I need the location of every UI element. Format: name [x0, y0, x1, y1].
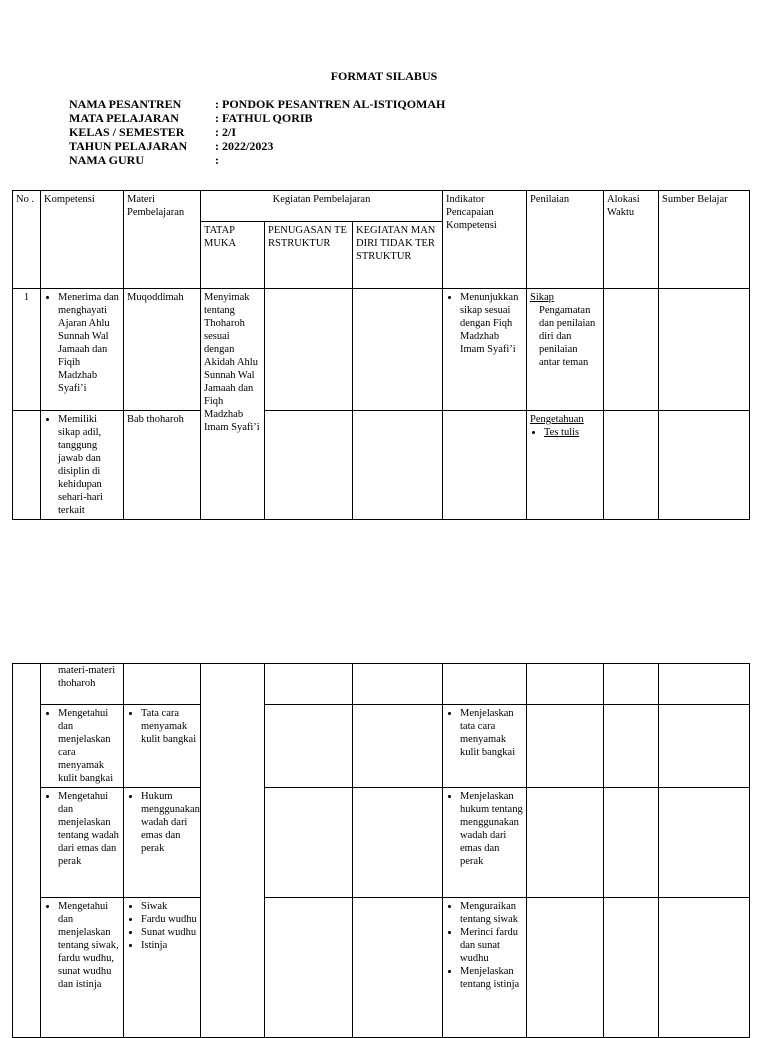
empty-cell — [604, 898, 659, 1038]
empty-cell — [353, 664, 443, 705]
empty-cell — [353, 898, 443, 1038]
col-materi-header: Materi Pembelajaran — [124, 191, 201, 289]
materi-cell — [124, 705, 201, 788]
indikator-cell — [443, 788, 527, 898]
document-title: FORMAT SILABUS — [330, 69, 438, 83]
empty-cell — [659, 664, 750, 705]
header-row — [69, 97, 445, 111]
empty-cell — [659, 289, 750, 411]
empty-cell — [353, 289, 443, 411]
empty-cell — [265, 289, 353, 411]
header-label: MATA PELAJARAN — [69, 111, 179, 125]
empty-cell — [353, 411, 443, 520]
col-indikator-header: Indikator Pencapaian Kompetensi — [443, 191, 527, 289]
syllabus-table-page1 — [12, 190, 750, 520]
materi-cell — [124, 788, 201, 898]
col-tatap-header: TATAP MUKA — [201, 222, 265, 289]
col-mandiri-header: KEGIATAN MANDIRI TIDAK TERSTRUKTUR — [353, 222, 443, 289]
list-item: • Menguraikan tentang siwak — [460, 900, 523, 926]
empty-cell — [659, 898, 750, 1038]
kompetensi-cell — [41, 898, 124, 1038]
list-item: • Merinci fardu dan sunat wudhu — [460, 926, 523, 965]
list-item: • Tes tulis — [544, 426, 600, 439]
col-kompetensi-header: Kompetensi — [41, 191, 124, 289]
empty-cell — [659, 411, 750, 520]
penilaian-sikap-heading: Sikap — [530, 292, 554, 303]
header-label: TAHUN PELAJARAN — [69, 139, 188, 153]
header-value: : PONDOK PESANTREN AL-ISTIQOMAH — [215, 97, 446, 111]
empty-cell — [265, 664, 353, 705]
empty-cell — [265, 788, 353, 898]
empty-cell — [13, 664, 41, 1038]
empty-cell — [265, 898, 353, 1038]
materi-cell: Muqoddimah — [124, 289, 201, 411]
header-value: : — [215, 153, 219, 167]
penilaian-cell — [527, 411, 604, 520]
col-no-header: No . — [13, 191, 41, 289]
header-label: KELAS / SEMESTER — [69, 125, 185, 139]
list-item: • Mengetahui dan menjelaskan tentang siwak, fardu wudhu, sunat wudhu dan istinja — [58, 900, 120, 991]
empty-cell — [353, 705, 443, 788]
empty-cell — [527, 705, 604, 788]
header-label: NAMA PESANTREN — [69, 97, 182, 111]
header-label: NAMA GURU — [69, 153, 144, 167]
kompetensi-cell — [41, 788, 124, 898]
col-alokasi-header: Alokasi Waktu — [604, 191, 659, 289]
empty-cell — [13, 411, 41, 520]
empty-cell — [443, 664, 527, 705]
list-item: • Menunjukkan sikap sesuai dengan Fiqh Madzhab Imam Syafi’i — [460, 291, 523, 356]
kompetensi-cell — [41, 705, 124, 788]
empty-cell — [604, 664, 659, 705]
header-value: : 2/I — [215, 125, 236, 139]
list-item: • Istinja — [141, 939, 197, 952]
col-penugasan-header: PENUGASAN TERSTRUKTUR — [265, 222, 353, 289]
materi-cell: Bab thoharoh — [124, 411, 201, 520]
list-item: • Menjelaskan tata cara menyamak kulit bangkai — [460, 707, 523, 759]
kompetensi-continued: materi-materi thoharoh — [41, 664, 124, 705]
empty-cell — [659, 788, 750, 898]
list-item: • Mengetahui dan menjelaskan tentang wadah dari emas dan perak — [58, 790, 120, 868]
header-row — [69, 153, 445, 167]
indikator-cell — [443, 898, 527, 1038]
materi-cell — [124, 898, 201, 1038]
list-item: • Hukum menggunakan wadah dari emas dan perak — [141, 790, 197, 855]
empty-cell — [265, 705, 353, 788]
empty-cell — [443, 411, 527, 520]
header-info — [69, 97, 445, 167]
col-sumber-header: Sumber Belajar — [659, 191, 750, 289]
header-row — [69, 139, 445, 153]
indikator-cell — [443, 289, 527, 411]
empty-cell — [353, 788, 443, 898]
list-item: • Menjelaskan hukum tentang menggunakan wadah dari emas dan perak — [460, 790, 523, 868]
kompetensi-cell — [41, 289, 124, 411]
kompetensi-cell — [41, 411, 124, 520]
list-item: • Mengetahui dan menjelaskan cara menyamak kulit bangkai — [58, 707, 120, 785]
empty-cell — [201, 664, 265, 1038]
indikator-cell — [443, 705, 527, 788]
empty-cell — [659, 705, 750, 788]
tatap-muka-cell: Menyimak tentang Thoharoh sesuai dengan Akidah Ahlu Sunnah Wal Jamaah dan Fiqh Madzhab Imam Syafi’i — [201, 289, 265, 520]
empty-cell — [604, 411, 659, 520]
col-penilaian-header: Penilaian — [527, 191, 604, 289]
penilaian-sikap-text: Pengamatan dan penilaian diri dan penilaian antar teman — [539, 305, 596, 368]
list-item: • Menjelaskan tentang istinja — [460, 965, 523, 991]
empty-cell — [604, 289, 659, 411]
empty-cell — [527, 788, 604, 898]
empty-cell — [527, 664, 604, 705]
list-item: • Fardu wudhu — [141, 913, 197, 926]
list-item: • Memiliki sikap adil, tanggung jawab dan disiplin di kehidupan sehari-hari terkait — [58, 413, 120, 517]
list-item: • Tata cara menyamak kulit bangkai — [141, 707, 197, 746]
header-row — [69, 125, 445, 139]
empty-cell — [265, 411, 353, 520]
header-value: : 2022/2023 — [215, 139, 274, 153]
empty-cell — [124, 664, 201, 705]
col-kegiatan-header: Kegiatan Pembelajaran — [201, 191, 443, 222]
penilaian-pengetahuan-heading: Pengetahuan — [530, 414, 584, 425]
header-value: : FATHUL QORIB — [215, 111, 313, 125]
header-row — [69, 111, 445, 125]
row-number: 1 — [13, 289, 41, 411]
empty-cell — [527, 898, 604, 1038]
syllabus-table-page2 — [12, 663, 750, 1038]
list-item: • Sunat wudhu — [141, 926, 197, 939]
empty-cell — [604, 705, 659, 788]
empty-cell — [604, 788, 659, 898]
list-item: • Menerima dan menghayati Ajaran Ahlu Sunnah Wal Jamaah dan Fiqih Madzhab Syafi’i — [58, 291, 120, 395]
penilaian-cell — [527, 289, 604, 411]
list-item: • Siwak — [141, 900, 197, 913]
